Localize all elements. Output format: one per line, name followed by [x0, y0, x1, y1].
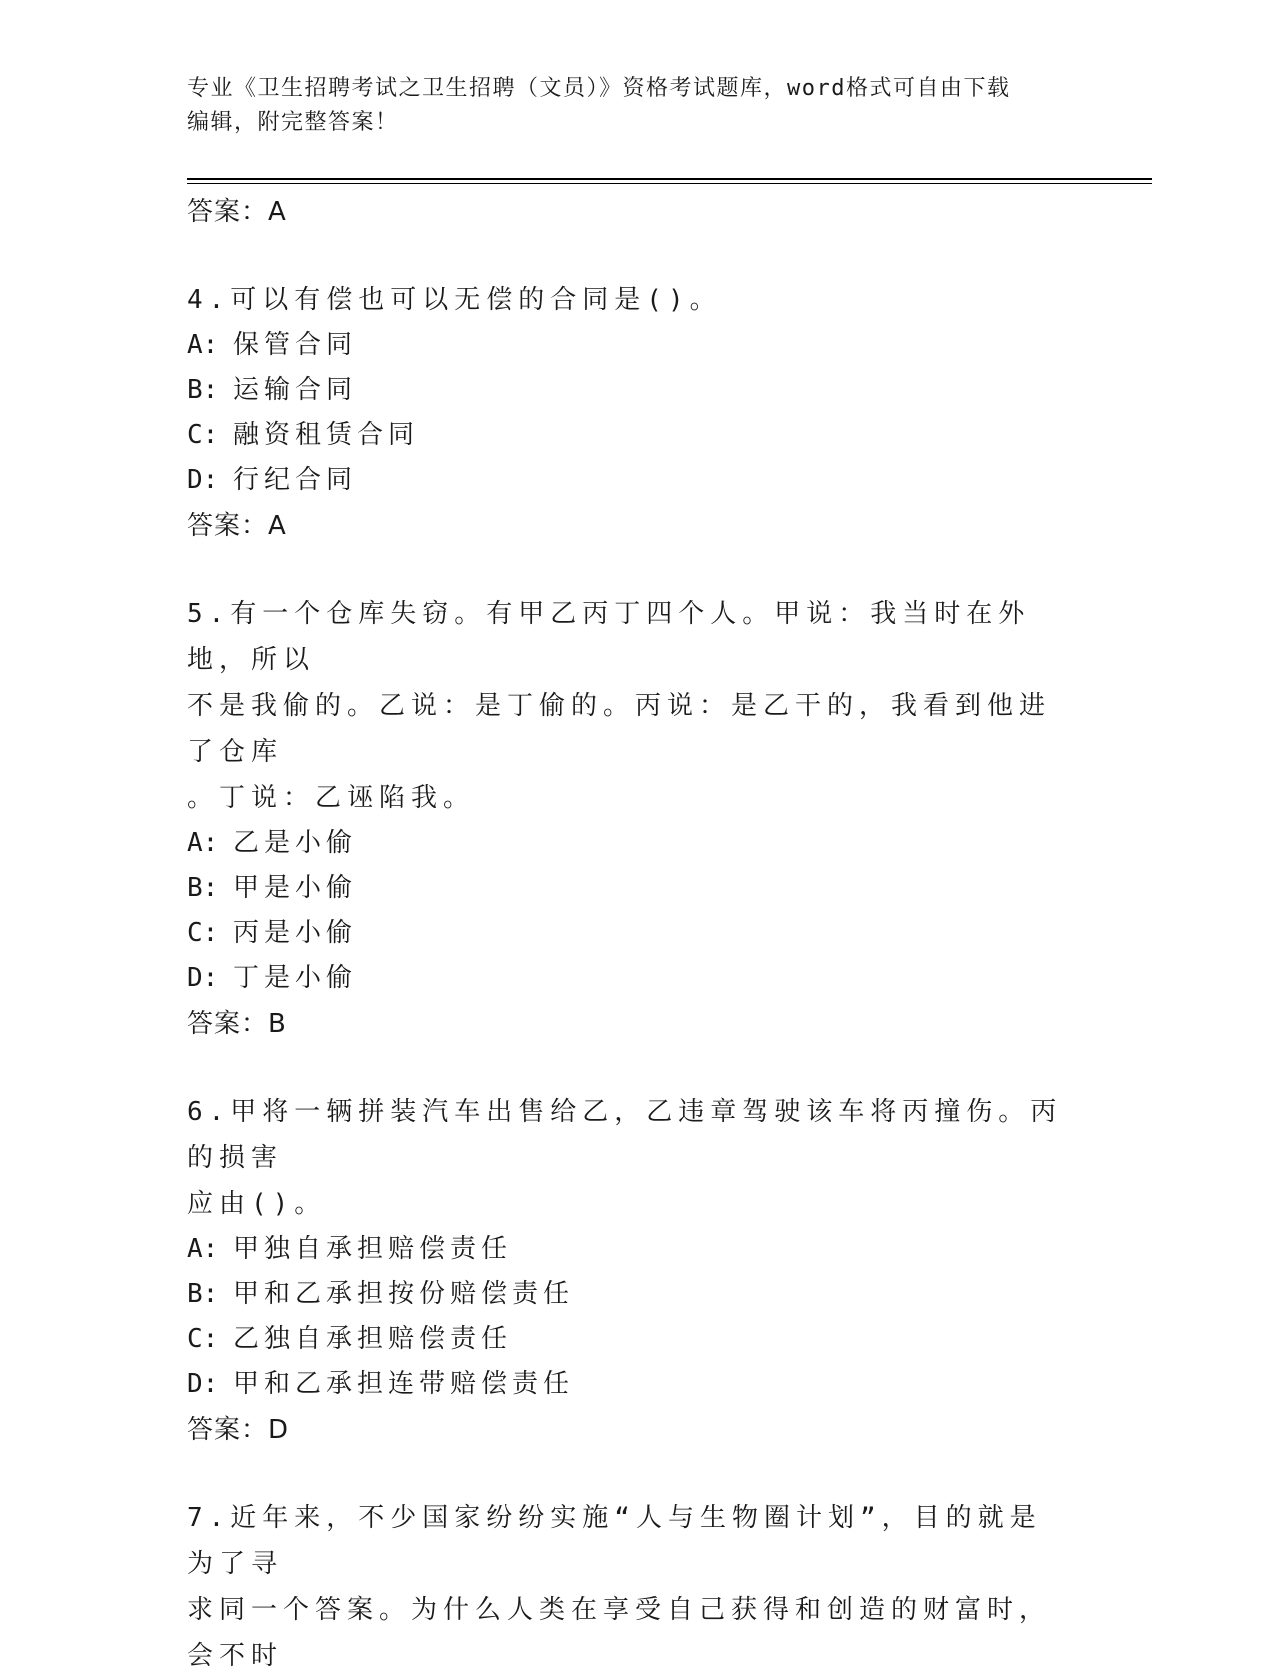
option-text: 运输合同: [233, 375, 358, 405]
option-c: [187, 1317, 1067, 1362]
option-letter: B:: [187, 873, 219, 903]
option-letter: D:: [187, 963, 219, 993]
option-d: [187, 458, 1067, 503]
option-d: [187, 956, 1067, 1001]
option-b: [187, 1272, 1067, 1317]
option-text: 甲和乙承担按份赔偿责任: [233, 1279, 575, 1309]
question-block: [187, 1495, 1067, 1679]
option-text: 甲和乙承担连带赔偿责任: [233, 1369, 575, 1399]
spacer: [187, 235, 1067, 277]
option-letter: B:: [187, 375, 219, 405]
question-text: 求同一个答案。为什么人类在享受自己获得和创造的财富时，会不时: [187, 1595, 1052, 1671]
option-letter: A:: [187, 1234, 219, 1264]
option-text: 甲是小偷: [233, 873, 358, 903]
question-block: [187, 1089, 1067, 1453]
option-text: 保管合同: [233, 330, 358, 360]
option-b: [187, 368, 1067, 413]
option-text: 甲独自承担赔偿责任: [233, 1234, 513, 1264]
option-text: 乙独自承担赔偿责任: [233, 1324, 513, 1354]
option-letter: A:: [187, 828, 219, 858]
header-divider-thick: [187, 178, 1152, 180]
option-text: 融资租赁合同: [233, 420, 420, 450]
answer-line: 答案：A: [187, 511, 287, 541]
option-text: 乙是小偷: [233, 828, 358, 858]
option-a: [187, 1227, 1067, 1272]
header-line-2: 编辑，附完整答案！: [187, 110, 399, 135]
option-a: [187, 323, 1067, 368]
spacer: [187, 1453, 1067, 1495]
option-letter: A:: [187, 330, 219, 360]
question-list: [187, 189, 1067, 1679]
option-letter: C:: [187, 918, 219, 948]
answer-line: 答案：B: [187, 1009, 287, 1039]
option-letter: B:: [187, 1279, 219, 1309]
question-block: [187, 277, 1067, 549]
option-letter: D:: [187, 1369, 219, 1399]
header-line-1: 专业《卫生招聘考试之卫生招聘（文员）》资格考试题库，word格式可自由下载: [187, 76, 1011, 101]
question-text: 。丁说：乙诬陷我。: [187, 783, 476, 813]
option-letter: D:: [187, 465, 219, 495]
spacer: [187, 549, 1067, 591]
question-text: 应由()。: [187, 1189, 327, 1219]
option-c: [187, 911, 1067, 956]
option-text: 行纪合同: [233, 465, 358, 495]
option-a: [187, 821, 1067, 866]
question-text: 5.有一个仓库失窃。有甲乙丙丁四个人。甲说：我当时在外地，所以: [187, 599, 1031, 675]
option-text: 丁是小偷: [233, 963, 358, 993]
header-divider-thin: [187, 183, 1152, 184]
question-text: 7.近年来，不少国家纷纷实施“人与生物圈计划”，目的就是为了寻: [187, 1503, 1042, 1579]
answer-line: 答案：A: [187, 197, 287, 227]
document-header: [187, 72, 1067, 140]
option-letter: C:: [187, 1324, 219, 1354]
option-b: [187, 866, 1067, 911]
option-letter: C:: [187, 420, 219, 450]
question-text: 4.可以有偿也可以无偿的合同是()。: [187, 285, 722, 315]
question-text: 不是我偷的。乙说：是丁偷的。丙说：是乙干的，我看到他进了仓库: [187, 691, 1052, 767]
spacer: [187, 1047, 1067, 1089]
option-c: [187, 413, 1067, 458]
question-text: 6.甲将一辆拼装汽车出售给乙，乙违章驾驶该车将丙撞伤。丙的损害: [187, 1097, 1063, 1173]
option-d: [187, 1362, 1067, 1407]
option-text: 丙是小偷: [233, 918, 358, 948]
answer-line: 答案：D: [187, 1415, 290, 1445]
question-block: [187, 591, 1067, 1047]
